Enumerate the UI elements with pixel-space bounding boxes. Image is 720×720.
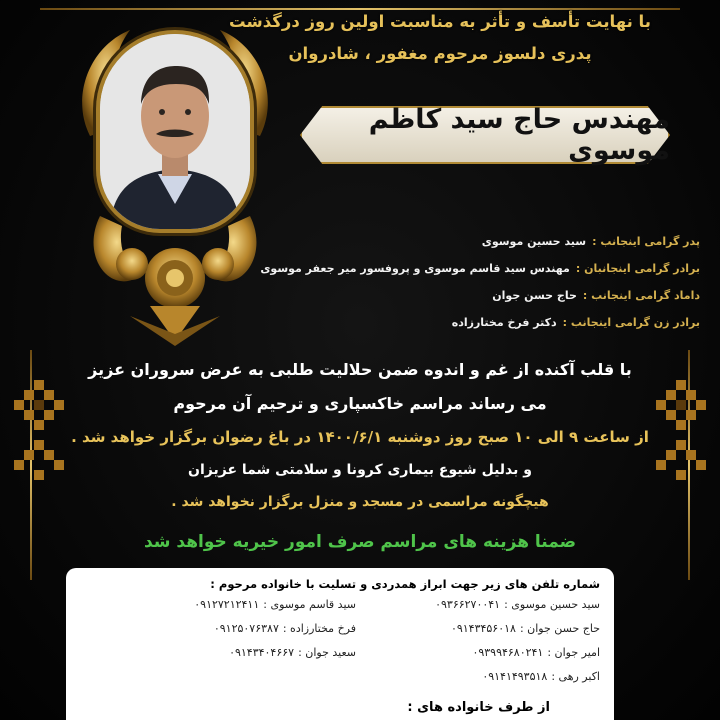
relative-label: پدر گرامی اینجانب : — [592, 235, 700, 248]
header-line-1: با نهایت تأسف و تأثر به مناسبت اولین روز درگذشت — [229, 12, 651, 31]
phone-number[interactable]: ۰۹۱۲۵۰۷۶۳۸۷ — [213, 622, 279, 635]
phone-numbers-box — [66, 568, 614, 720]
phone-contact-name: امیر جوان : — [547, 646, 600, 659]
phone-row — [96, 622, 356, 646]
phone-number[interactable]: ۰۹۱۴۳۴۵۶۰۱۸ — [450, 622, 516, 635]
body-line-4: و بدلیل شیوع بیماری کرونا و سلامتی شما عزیزان — [188, 462, 532, 478]
relative-label: برادر گرامی اینجانبان : — [575, 262, 700, 275]
phone-contact-name: اکبر رهی : — [551, 670, 600, 683]
phone-contact-name: فرخ مختارزاده : — [282, 622, 356, 635]
phone-row — [340, 598, 600, 622]
phone-row — [340, 622, 600, 646]
phone-box-title: شماره تلفن های زیر جهت ابراز همدردی و تسلیت با خانواده مرحوم : — [210, 577, 600, 591]
deceased-name-banner — [300, 96, 670, 174]
ornament-right-icon — [656, 380, 706, 490]
body-line-1: با قلب آکنده از غم و اندوه ضمن حلالیت طلبی به عرض سروران عزیز — [88, 360, 632, 379]
phone-contact-name: حاج حسن جوان : — [519, 622, 600, 635]
relative-row — [300, 228, 700, 255]
charity-notice: ضمنا هزینه های مراسم صرف امور خیریه خواهد شد — [143, 532, 577, 552]
phone-row — [340, 670, 600, 694]
phone-number[interactable]: ۰۹۱۴۱۴۹۳۵۱۸ — [482, 670, 548, 683]
portrait-frame — [70, 16, 280, 346]
phone-contact-name: سید قاسم موسوی : — [263, 598, 356, 611]
body-line-2: می رساند مراسم خاکسپاری و ترحیم آن مرحوم — [173, 394, 547, 413]
body-line-5: هیچگونه مراسمی در مسجد و منزل برگزار نخواهد شد . — [171, 494, 549, 510]
phone-column-right — [340, 598, 600, 694]
relative-value: حاج حسن جوان — [492, 289, 577, 302]
portrait-photo — [100, 34, 250, 229]
relative-row — [300, 309, 700, 336]
phone-column-left — [96, 598, 356, 670]
relative-row — [300, 282, 700, 309]
relative-value: دکتر فرخ مختارزاده — [451, 316, 557, 329]
relative-label: برادر زن گرامی اینجانب : — [562, 316, 700, 329]
phone-contact-name: سعید جوان : — [298, 646, 356, 659]
person-portrait-icon — [100, 34, 250, 229]
phone-number[interactable]: ۰۹۳۹۹۴۶۸۰۲۴۱ — [472, 646, 544, 659]
family-footer-label: از طرف خانواده های : — [407, 700, 550, 715]
deceased-name: مهندس حاج سید کاظم موسوی — [368, 104, 670, 166]
phone-contact-name: سید حسین موسوی : — [504, 598, 600, 611]
relative-value: سید حسین موسوی — [481, 235, 587, 248]
ornament-left-icon — [14, 380, 64, 490]
phone-row — [340, 646, 600, 670]
phone-number[interactable]: ۰۹۳۶۶۲۷۰۰۴۱ — [435, 598, 501, 611]
phone-row — [96, 598, 356, 622]
body-line-3: از ساعت ۹ الی ۱۰ صبح روز دوشنبه ۱۴۰۰/۶/۱ در باغ رضوان برگزار خواهد شد . — [71, 428, 649, 446]
relative-row — [260, 255, 700, 282]
relative-label: داماد گرامی اینجانب : — [582, 289, 700, 302]
header-line-2: پدری دلسوز مرحوم مغفور ، شادروان — [288, 44, 592, 63]
gold-divider-top — [40, 8, 680, 10]
phone-row — [96, 646, 356, 670]
relatives-list — [260, 228, 700, 336]
phone-number[interactable]: ۰۹۱۴۳۴۰۴۶۶۷ — [229, 646, 295, 659]
phone-number[interactable]: ۰۹۱۲۷۲۱۲۴۱۱ — [194, 598, 260, 611]
relative-value: مهندس سید قاسم موسوی و پروفسور میر جعفر موسوی — [260, 262, 570, 275]
